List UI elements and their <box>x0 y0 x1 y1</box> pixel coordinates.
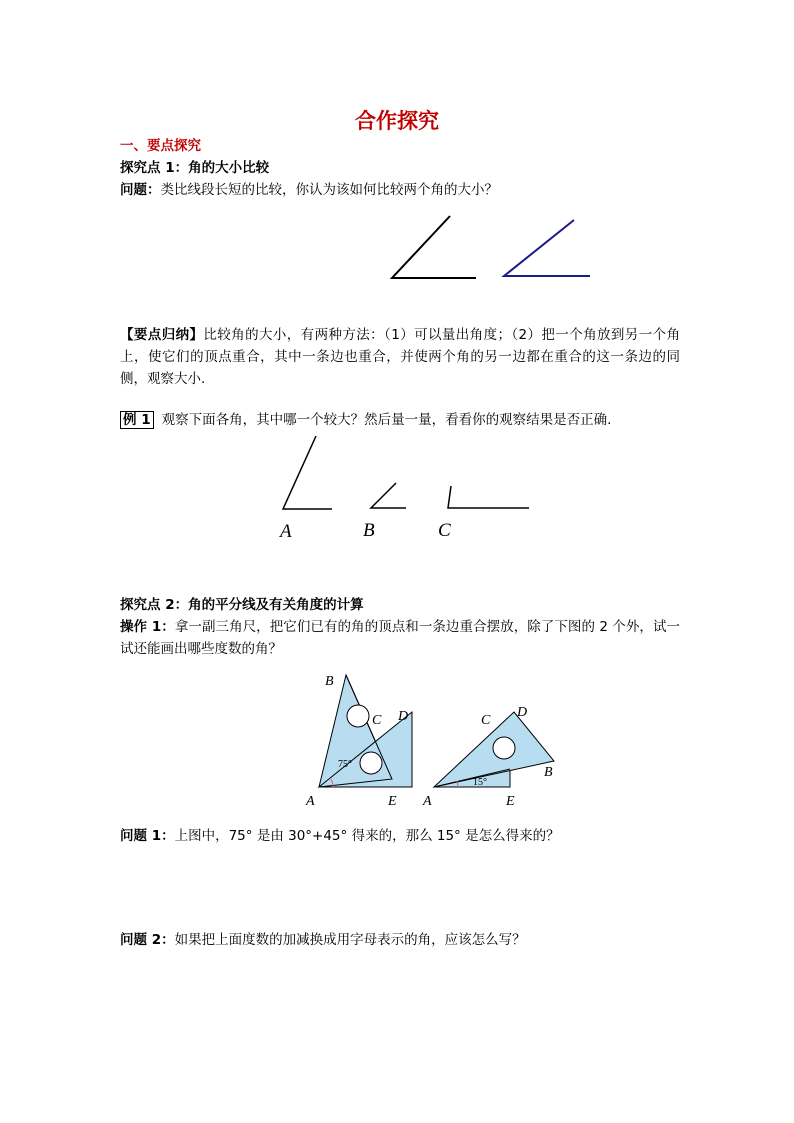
angle-comparison-figure <box>380 210 610 290</box>
label-c: C <box>481 713 491 728</box>
question2-text: 如果把上面度数的加减换成用字母表示的角，应该怎么写？ <box>174 932 526 948</box>
triangle-figure-15 <box>418 700 568 812</box>
angle-a <box>283 436 332 509</box>
label-a: A <box>423 794 432 809</box>
angle-b <box>371 483 406 508</box>
black-angle <box>392 216 476 278</box>
angle-c <box>448 486 529 508</box>
point1-question <box>120 179 498 201</box>
triangle-figure-75 <box>300 668 430 813</box>
question1 <box>120 825 560 847</box>
question-label: 问题： <box>120 182 161 198</box>
label-b: B <box>363 520 375 541</box>
point2-heading: 探究点 2：角的平分线及有关角度的计算 <box>120 597 364 613</box>
example-label: 例 1 <box>120 411 154 429</box>
label-a: A <box>306 794 315 809</box>
question2 <box>120 929 526 951</box>
summary-text: 比较角的大小，有两种方法：（1）可以量出角度；（2）把一个角放到另一个角上，使它们的顶点重合，其中一条边也重合，并使两个角的另一边都在重合的这一条边的同侧，观察大小. <box>120 327 680 387</box>
label-c: C <box>438 520 451 541</box>
blue-angle <box>504 220 590 276</box>
label-d: D <box>517 705 528 720</box>
angles-abc-figure <box>270 432 540 547</box>
label-e: E <box>506 794 515 809</box>
hole-circle <box>493 737 515 759</box>
label-a: A <box>280 521 292 542</box>
angle-15-label: 15° <box>473 777 487 788</box>
summary-label: 【要点归纳】 <box>120 327 204 343</box>
operation1 <box>120 616 680 660</box>
page-title: 合作探究 <box>355 109 439 133</box>
question2-label: 问题 2： <box>120 932 175 948</box>
point1-heading: 探究点 1：角的大小比较 <box>120 160 270 176</box>
example-text: 观察下面各角，其中哪一个较大？然后量一量，看看你的观察结果是否正确. <box>161 412 612 428</box>
label-c: C <box>372 713 382 728</box>
label-b: B <box>325 674 334 689</box>
example1 <box>120 409 611 431</box>
label-d: D <box>398 709 409 724</box>
label-e: E <box>388 794 397 809</box>
hole-circle <box>347 705 369 727</box>
hole-circle <box>360 752 382 774</box>
angle-75-label: 75° <box>338 759 352 770</box>
section-heading: 一、要点探究 <box>120 138 201 154</box>
operation-text: 拿一副三角尺，把它们已有的角的顶点和一条边重合摆放，除了下图的 2 个外，试一试还能画出哪些度数的角？ <box>120 619 680 657</box>
label-b: B <box>544 765 553 780</box>
summary-paragraph <box>120 324 680 390</box>
operation-label: 操作 1： <box>120 619 175 635</box>
question1-label: 问题 1： <box>120 828 175 844</box>
question1-text: 上图中，75° 是由 30°+45° 得来的，那么 15° 是怎么得来的？ <box>174 828 560 844</box>
question-text: 类比线段长短的比较，你认为该如何比较两个角的大小？ <box>160 182 498 198</box>
